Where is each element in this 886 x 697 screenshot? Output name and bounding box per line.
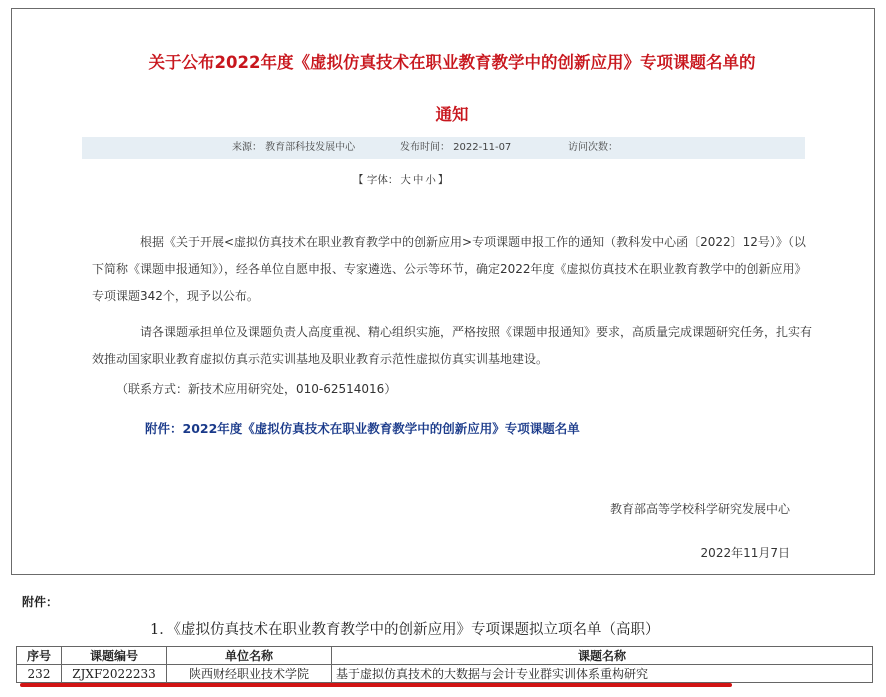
header-index: 序号 (17, 647, 62, 665)
highlight-underline (20, 683, 732, 687)
meta-visits: 访问次数： (568, 142, 618, 153)
table-row (17, 665, 873, 683)
meta-publish-time: 发布时间： 2022-11-07 (400, 142, 512, 153)
article-title-line1: 关于公布2022年度《虚拟仿真技术在职业教育教学中的创新应用》专项课题名单的 (148, 53, 756, 72)
font-size-medium-link[interactable]: 中 (412, 174, 424, 186)
font-size-open: 【 字体： (353, 174, 399, 186)
cell-project-name: 基于虚拟仿真技术的大数据与会计专业群实训体系重构研究 (332, 665, 873, 683)
paragraph-1-text: 根据《关于开展<虚拟仿真技术在职业教育教学中的创新应用>专项课题申报工作的通知（教科发中心函〔2022〕12号）》（以下简称《课题申报通知》），经各单位自愿申报、专家遴选、公示等环节，确定2022年度《虚拟仿真技术在职业教育教学中的创新应用》专项课题342个，现予以公布。 (92, 235, 807, 303)
article-paragraph-1 (92, 229, 812, 310)
font-size-large-link[interactable]: 大 (400, 174, 411, 186)
project-list-table (16, 646, 873, 683)
cell-index: 232 (17, 665, 62, 683)
font-size-small-link[interactable]: 小 (425, 174, 436, 186)
cell-project-code: ZJXF2022233 (62, 665, 167, 683)
paragraph-2-text: 请各课题承担单位及课题负责人高度重视、精心组织实施，严格按照《课题申报通知》要求，高质量完成课题研究任务，扎实有效推动国家职业教育虚拟仿真示范实训基地及职业教育示范性虚拟仿真实训基地建设。 (92, 325, 813, 366)
signature-date: 2022年11月7日 (700, 546, 790, 560)
font-size-close: 】 (437, 174, 449, 186)
article-paragraph-2 (92, 319, 812, 373)
appendix-list-title: 1．《虚拟仿真技术在职业教育教学中的创新应用》专项课题拟立项名单（高职） (150, 622, 660, 638)
signature-org: 教育部高等学校科学研究发展中心 (609, 502, 790, 516)
header-project-name: 课题名称 (332, 647, 873, 665)
article-title-line2: 通知 (435, 105, 469, 124)
article-meta-bar (82, 137, 805, 159)
header-unit-name: 单位名称 (167, 647, 332, 665)
table-header-row (17, 647, 873, 665)
appendix-label: 附件： (22, 595, 59, 609)
meta-source: 来源： 教育部科技发展中心 (232, 142, 356, 153)
header-project-code: 课题编号 (62, 647, 167, 665)
article-frame (11, 8, 875, 575)
attachment-link[interactable]: 附件：2022年度《虚拟仿真技术在职业教育教学中的创新应用》专项课题名单 (145, 421, 580, 436)
article-contact: （联系方式：新技术应用研究处，010-62514016） (116, 382, 397, 396)
font-size-switcher (352, 172, 449, 187)
cell-unit-name: 陕西财经职业技术学院 (167, 665, 332, 683)
